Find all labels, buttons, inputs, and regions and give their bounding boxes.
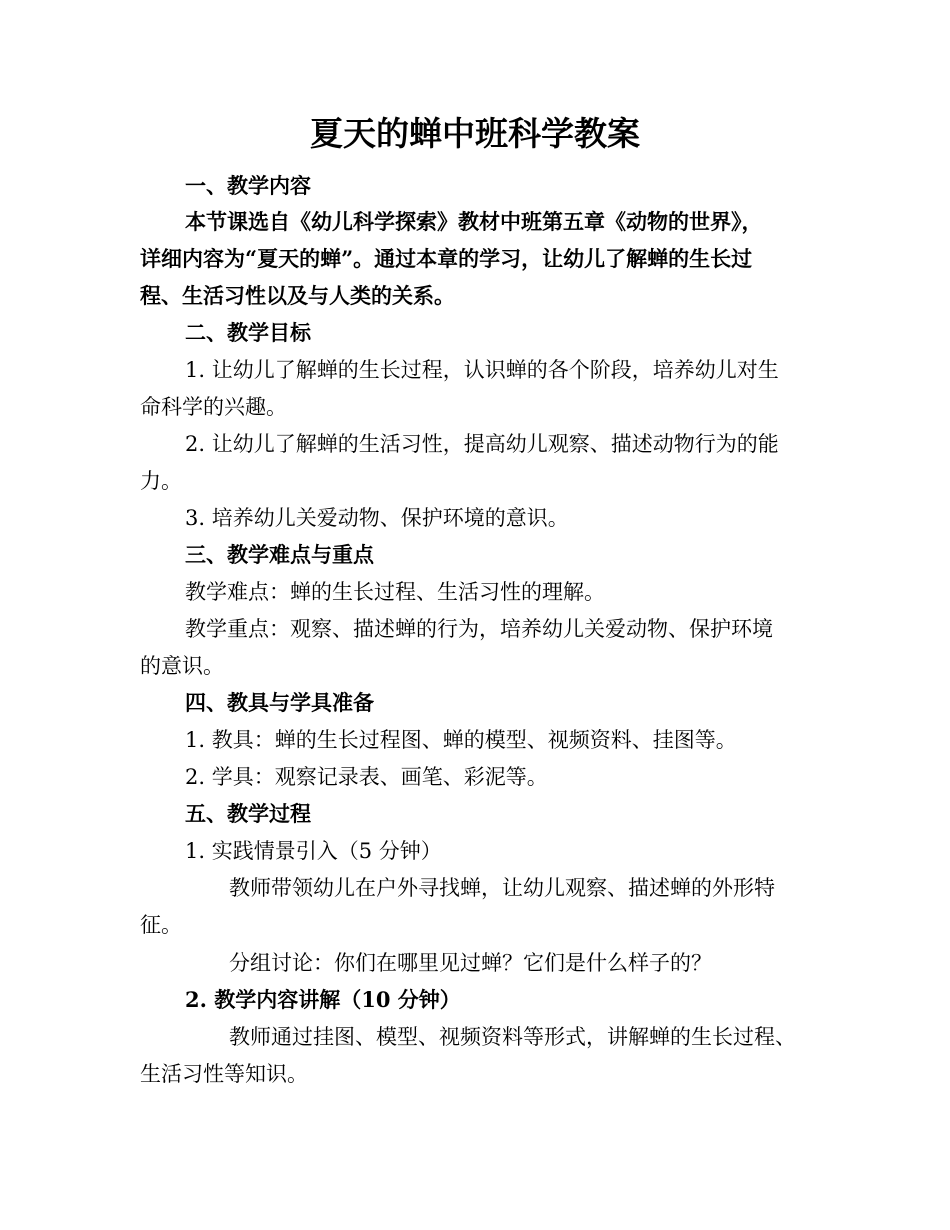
list-item-continuation: 命科学的兴趣。	[140, 395, 287, 419]
paragraph-line: 教学难点：蝉的生长过程、生活习性的理解。	[185, 580, 605, 604]
section-heading-objectives: 二、教学目标	[185, 320, 311, 345]
paragraph-line: 本节课选自《幼儿科学探索》教材中班第五章《动物的世界》，	[185, 209, 763, 234]
section-heading-difficulties: 三、教学难点与重点	[185, 542, 374, 567]
section-heading-content: 一、教学内容	[185, 173, 311, 198]
paragraph-line: 教师通过挂图、模型、视频资料等形式，讲解蝉的生长过程、	[229, 1025, 796, 1049]
section-heading-materials: 四、教具与学具准备	[185, 690, 374, 715]
paragraph-line: 详细内容为“夏天的蝉”。通过本章的学习，让幼儿了解蝉的生长过	[140, 246, 753, 271]
paragraph-line: 生活习性等知识。	[140, 1062, 308, 1086]
list-item-heading: 2. 教学内容讲解（10 分钟）	[185, 987, 461, 1012]
paragraph-line: 征。	[140, 913, 182, 937]
list-item: 1. 实践情景引入（5 分钟）	[185, 839, 442, 863]
document-title: 夏天的蝉中班科学教案	[310, 114, 640, 153]
list-item: 2. 让幼儿了解蝉的生活习性，提高幼儿观察、描述动物行为的能	[185, 432, 779, 456]
list-item: 2. 学具：观察记录表、画笔、彩泥等。	[185, 765, 548, 789]
list-item-continuation: 力。	[140, 469, 182, 493]
paragraph-line: 程、生活习性以及与人类的关系。	[140, 283, 455, 308]
paragraph-line: 的意识。	[140, 654, 224, 678]
paragraph-line: 分组讨论：你们在哪里见过蝉？它们是什么样子的？	[229, 951, 712, 975]
section-heading-process: 五、教学过程	[185, 801, 311, 826]
paragraph-line: 教学重点：观察、描述蝉的行为，培养幼儿关爱动物、保护环境	[185, 617, 773, 641]
list-item: 3. 培养幼儿关爱动物、保护环境的意识。	[185, 506, 569, 530]
paragraph-line: 教师带领幼儿在户外寻找蝉，让幼儿观察、描述蝉的外形特	[229, 876, 775, 900]
list-item: 1. 让幼儿了解蝉的生长过程，认识蝉的各个阶段，培养幼儿对生	[185, 358, 779, 382]
list-item: 1. 教具：蝉的生长过程图、蝉的模型、视频资料、挂图等。	[185, 728, 737, 752]
